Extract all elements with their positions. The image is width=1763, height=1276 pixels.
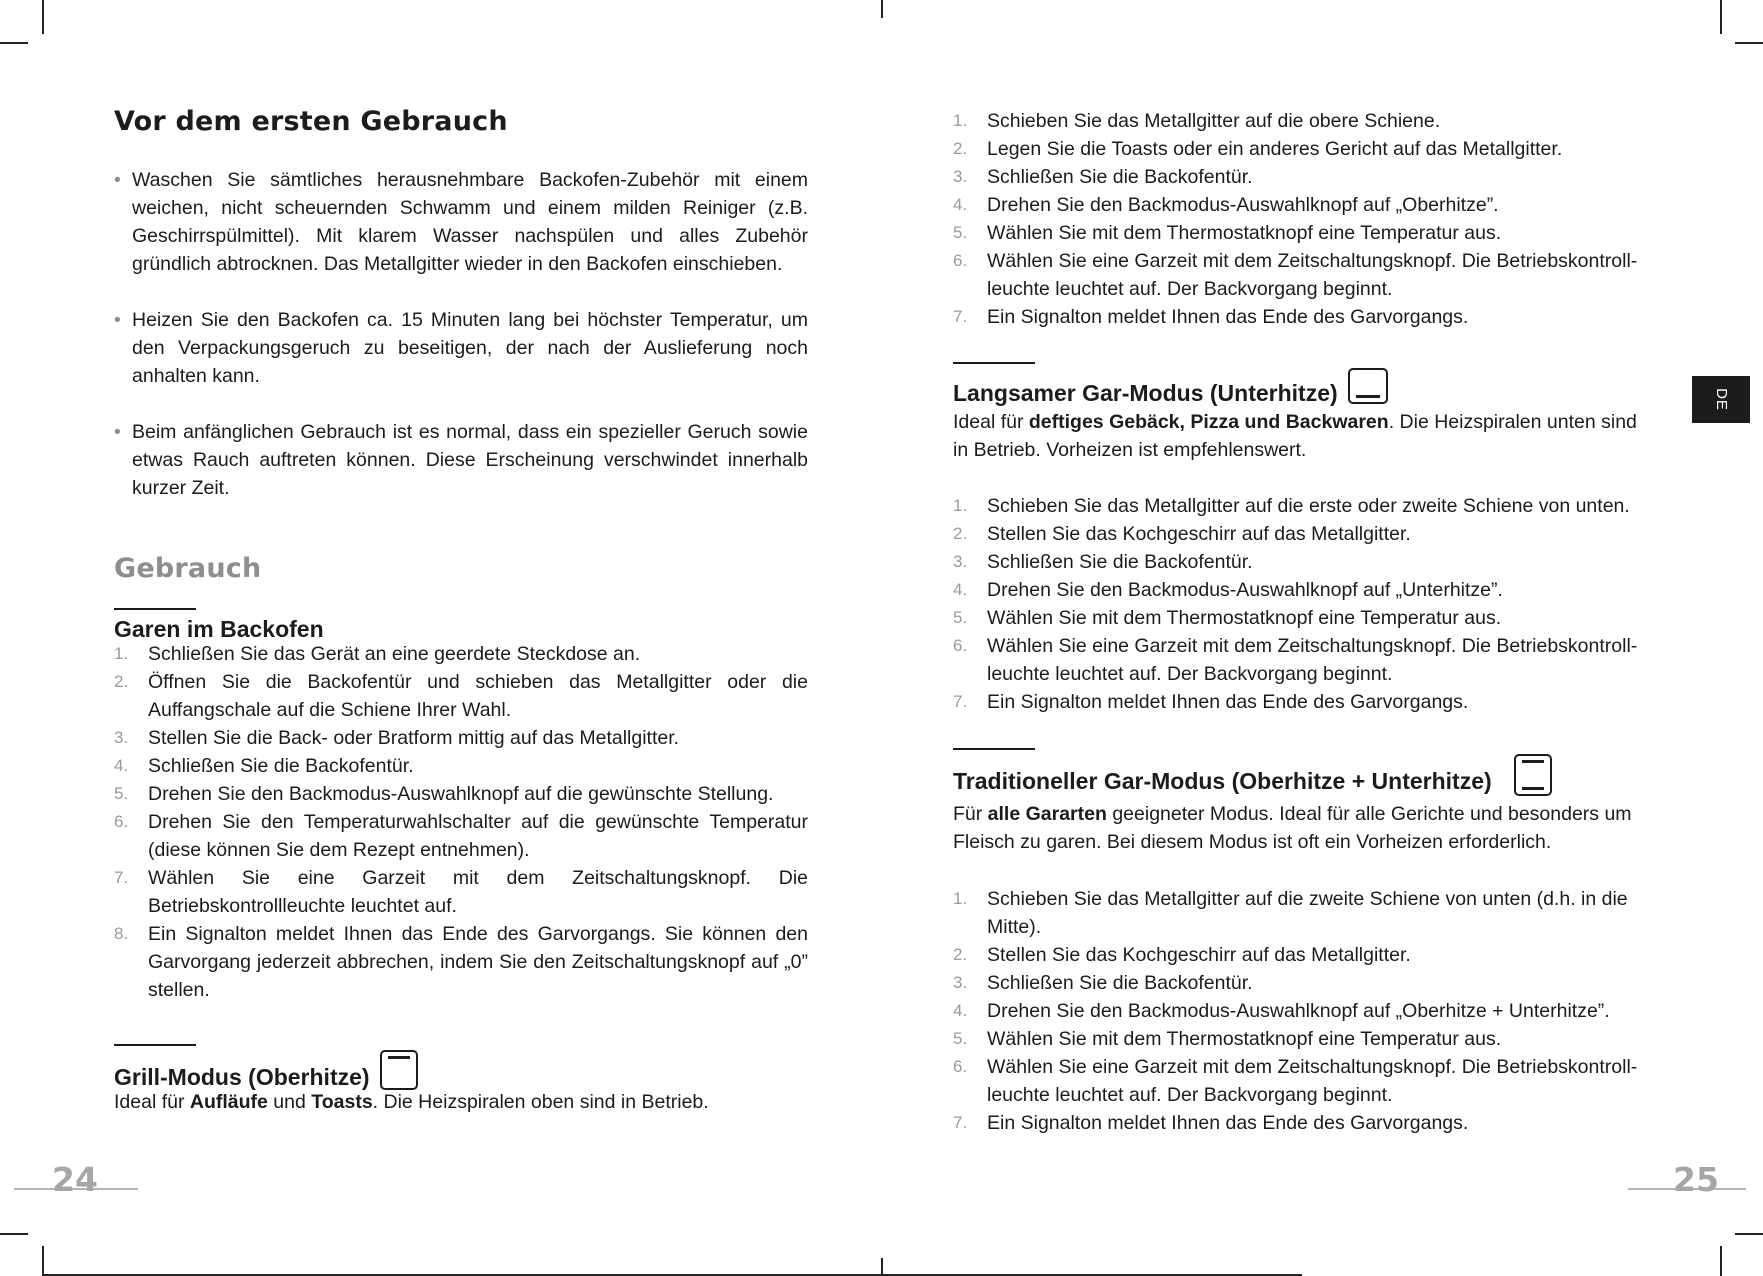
- step-number: 7.: [114, 868, 129, 887]
- step-item: [114, 640, 808, 668]
- traditional-intro: [953, 800, 1655, 856]
- step-item: [114, 668, 808, 724]
- step-text: Ein Signalton meldet Ihnen das Ende des Garvorgangs.: [987, 1112, 1469, 1134]
- slow-title: Langsamer Gar-Modus (Unterhitze): [953, 380, 1338, 406]
- step-text: Schieben Sie das Metallgitter auf die zweite Schiene von unten (d.h. in die Mitte).: [987, 888, 1628, 938]
- traditional-steps: [953, 885, 1655, 1137]
- step-item: [114, 920, 808, 1004]
- step-number: 4.: [953, 580, 968, 599]
- step-number: 2.: [114, 672, 129, 691]
- step-number: 5.: [953, 608, 968, 627]
- step-text: Öffnen Sie die Backofentür und schieben das Metallgitter oder die Auffangschale auf die Schiene Ihrer Wahl.: [148, 671, 808, 721]
- language-tab-label: DE: [1712, 388, 1730, 411]
- step-item: [114, 724, 808, 752]
- step-text: Stellen Sie das Kochgeschirr auf das Metallgitter.: [987, 944, 1411, 966]
- step-item: [953, 1053, 1655, 1109]
- step-number: 3.: [953, 973, 968, 992]
- step-item: [114, 780, 808, 808]
- step-text: Wählen Sie eine Garzeit mit dem Zeitschaltungsknopf. Die Betriebskontroll-leuchte leuchtet auf. Der Backvorgang beginnt.: [987, 250, 1638, 300]
- bullet-item: • Beim anfänglichen Gebrauch ist es normal, dass ein spezieller Geruch sowie etwas Rauch auftreten können. Diese Erscheinung verschwindet innerhalb kurzer Zeit.: [114, 418, 808, 502]
- intro-text: Ideal für: [953, 411, 1029, 433]
- step-number: 7.: [953, 307, 968, 326]
- step-text: Wählen Sie mit dem Thermostatknopf eine Temperatur aus.: [987, 222, 1502, 244]
- step-number: 6.: [953, 251, 968, 270]
- step-number: 6.: [953, 1057, 968, 1076]
- intro-bold: alle Gararten: [987, 803, 1107, 825]
- step-text: Wählen Sie eine Garzeit mit dem Zeitschaltungsknopf. Die Betriebskontrollleuchte leuchtet auf.: [148, 867, 808, 917]
- step-number: 5.: [114, 784, 129, 803]
- step-item: [953, 492, 1655, 520]
- grill-title: Grill-Modus (Oberhitze): [114, 1064, 370, 1090]
- step-item: [953, 632, 1655, 688]
- step-text: Wählen Sie eine Garzeit mit dem Zeitschaltungsknopf. Die Betriebskontroll-leuchte leuchtet auf. Der Backvorgang beginnt.: [987, 635, 1638, 685]
- intro-text: Ideal für: [114, 1091, 190, 1113]
- step-item: [953, 191, 1653, 219]
- step-text: Ein Signalton meldet Ihnen das Ende des Garvorgangs.: [987, 306, 1469, 328]
- slow-heading: [953, 362, 1388, 408]
- step-text: Schließen Sie die Backofentür.: [987, 972, 1253, 994]
- intro-text: geeigneter Modus. Ideal für alle Gerichte und besonders um Fleisch zu garen. Bei diesem Modus ist oft ein Vorheizen erforderlich.: [953, 803, 1632, 853]
- intro-text: Für: [953, 803, 988, 825]
- step-text: Drehen Sie den Backmodus-Auswahlknopf auf die gewünschte Stellung.: [148, 783, 774, 805]
- step-number: 1.: [114, 644, 129, 663]
- step-text: Schließen Sie die Backofentür.: [987, 166, 1253, 188]
- step-text: Schieben Sie das Metallgitter auf die erste oder zweite Schiene von unten.: [987, 495, 1630, 517]
- garen-heading: [114, 608, 324, 644]
- step-item: [953, 969, 1655, 997]
- step-item: [953, 997, 1655, 1025]
- step-number: 6.: [114, 812, 129, 831]
- step-number: 7.: [953, 1113, 968, 1132]
- step-number: 5.: [953, 223, 968, 242]
- section-title-first-use: Vor dem ersten Gebrauch: [114, 106, 508, 137]
- step-item: [953, 163, 1653, 191]
- step-item: [953, 135, 1653, 163]
- step-text: Drehen Sie den Temperaturwahlschalter auf die gewünschte Temperatur (diese können Sie dem Rezept entnehmen).: [148, 811, 808, 861]
- step-number: 8.: [114, 924, 129, 943]
- step-text: Schließen Sie die Backofentür.: [148, 755, 414, 777]
- top-bottom-heat-oven-icon: [1514, 754, 1552, 796]
- step-number: 1.: [953, 111, 968, 130]
- step-text: Wählen Sie eine Garzeit mit dem Zeitschaltungsknopf. Die Betriebskontroll-leuchte leuchtet auf. Der Backvorgang beginnt.: [987, 1056, 1638, 1106]
- step-text: Stellen Sie das Kochgeschirr auf das Metallgitter.: [987, 523, 1411, 545]
- section-title-usage: Gebrauch: [114, 553, 262, 584]
- grill-title-row: [114, 1050, 418, 1092]
- heading-rule: [114, 608, 196, 610]
- step-item: [114, 752, 808, 780]
- step-number: 3.: [114, 728, 129, 747]
- step-text: Ein Signalton meldet Ihnen das Ende des Garvorgangs.: [987, 691, 1469, 713]
- left-page: [0, 0, 881, 1276]
- page-number: 24: [52, 1160, 98, 1199]
- step-number: 3.: [953, 167, 968, 186]
- step-item: [953, 604, 1655, 632]
- slow-intro: [953, 408, 1655, 464]
- intro-text: und: [267, 1091, 312, 1113]
- garen-title: Garen im Backofen: [114, 616, 324, 642]
- step-text: Wählen Sie mit dem Thermostatknopf eine Temperatur aus.: [987, 607, 1502, 629]
- slow-title-row: [953, 368, 1388, 408]
- step-item: [114, 808, 808, 864]
- step-item: [953, 688, 1655, 716]
- step-text: Legen Sie die Toasts oder ein anderes Gericht auf das Metallgitter.: [987, 138, 1563, 160]
- step-number: 7.: [953, 692, 968, 711]
- grill-steps: [953, 107, 1653, 331]
- step-text: Drehen Sie den Backmodus-Auswahlknopf auf „Unterhitze”.: [987, 579, 1503, 601]
- step-number: 1.: [953, 496, 968, 515]
- slow-steps: [953, 492, 1655, 716]
- step-item: [953, 548, 1655, 576]
- garen-steps: [114, 640, 808, 1004]
- step-text: Wählen Sie mit dem Thermostatknopf eine Temperatur aus.: [987, 1028, 1502, 1050]
- bullet-item: • Waschen Sie sämtliches herausnehmbare Backofen-Zubehör mit einem weichen, nicht scheuernden Schwamm und einem milden Reiniger (z.B. Geschirrspülmittel). Mit klarem Wasser nachspülen und alles Zubehör gründlich abtrocknen. Das Metallgitter wieder in den Backofen einschieben.: [114, 166, 808, 278]
- step-item: [953, 107, 1653, 135]
- intro-bold: deftiges Gebäck, Pizza und Backwaren: [1028, 411, 1389, 433]
- step-item: [114, 864, 808, 920]
- step-number: 5.: [953, 1029, 968, 1048]
- bottom-heat-oven-icon: [1348, 368, 1388, 404]
- intro-bold: Aufläufe: [189, 1091, 268, 1113]
- step-item: [953, 219, 1653, 247]
- step-text: Drehen Sie den Backmodus-Auswahlknopf auf „Oberhitze + Unterhitze”.: [987, 1000, 1610, 1022]
- step-number: 6.: [953, 636, 968, 655]
- right-page: [881, 0, 1763, 1276]
- step-number: 4.: [114, 756, 129, 775]
- step-text: Schließen Sie die Backofentür.: [987, 551, 1253, 573]
- step-item: [953, 941, 1655, 969]
- step-text: Ein Signalton meldet Ihnen das Ende des Garvorgangs. Sie können den Garvorgang jederzeit abbrechen, indem Sie den Zeitschaltungsknopf auf „0” stellen.: [148, 923, 808, 1001]
- step-item: [953, 576, 1655, 604]
- step-number: 1.: [953, 889, 968, 908]
- heading-rule: [953, 748, 1035, 750]
- intro-text: . Die Heizspiralen unten sind in Betrieb. Vorheizen ist empfehlenswert.: [953, 411, 1637, 461]
- intro-bold: Toasts: [311, 1091, 373, 1113]
- top-heat-oven-icon: [380, 1050, 418, 1090]
- step-text: Schließen Sie das Gerät an eine geerdete Steckdose an.: [148, 643, 641, 665]
- step-item: [953, 520, 1655, 548]
- step-item: [953, 1025, 1655, 1053]
- grill-heading: [114, 1044, 418, 1092]
- grill-intro: [114, 1088, 814, 1116]
- step-item: [953, 1109, 1655, 1137]
- step-item: [953, 247, 1653, 303]
- traditional-title: Traditioneller Gar-Modus (Oberhitze + Unterhitze): [953, 768, 1492, 794]
- step-number: 4.: [953, 195, 968, 214]
- bullet-item: • Heizen Sie den Backofen ca. 15 Minuten lang bei höchster Temperatur, um den Verpackungsgeruch zu beseitigen, der nach der Auslieferung noch anhalten kann.: [114, 306, 808, 390]
- first-use-bullet-list: [114, 166, 808, 530]
- heading-rule: [953, 362, 1035, 364]
- step-text: Stellen Sie die Back- oder Bratform mittig auf das Metallgitter.: [148, 727, 680, 749]
- step-text: Schieben Sie das Metallgitter auf die obere Schiene.: [987, 110, 1441, 132]
- step-number: 2.: [953, 524, 968, 543]
- step-number: 2.: [953, 945, 968, 964]
- step-number: 2.: [953, 139, 968, 158]
- page-number: 25: [1673, 1160, 1719, 1199]
- intro-text: . Die Heizspiralen oben sind in Betrieb.: [372, 1091, 709, 1113]
- step-text: Drehen Sie den Backmodus-Auswahlknopf auf „Oberhitze”.: [987, 194, 1499, 216]
- language-tab: [1692, 376, 1750, 423]
- step-item: [953, 885, 1655, 941]
- traditional-title-row: [953, 754, 1552, 796]
- step-number: 3.: [953, 552, 968, 571]
- step-item: [953, 303, 1653, 331]
- traditional-heading: [953, 748, 1552, 796]
- heading-rule: [114, 1044, 196, 1046]
- step-number: 4.: [953, 1001, 968, 1020]
